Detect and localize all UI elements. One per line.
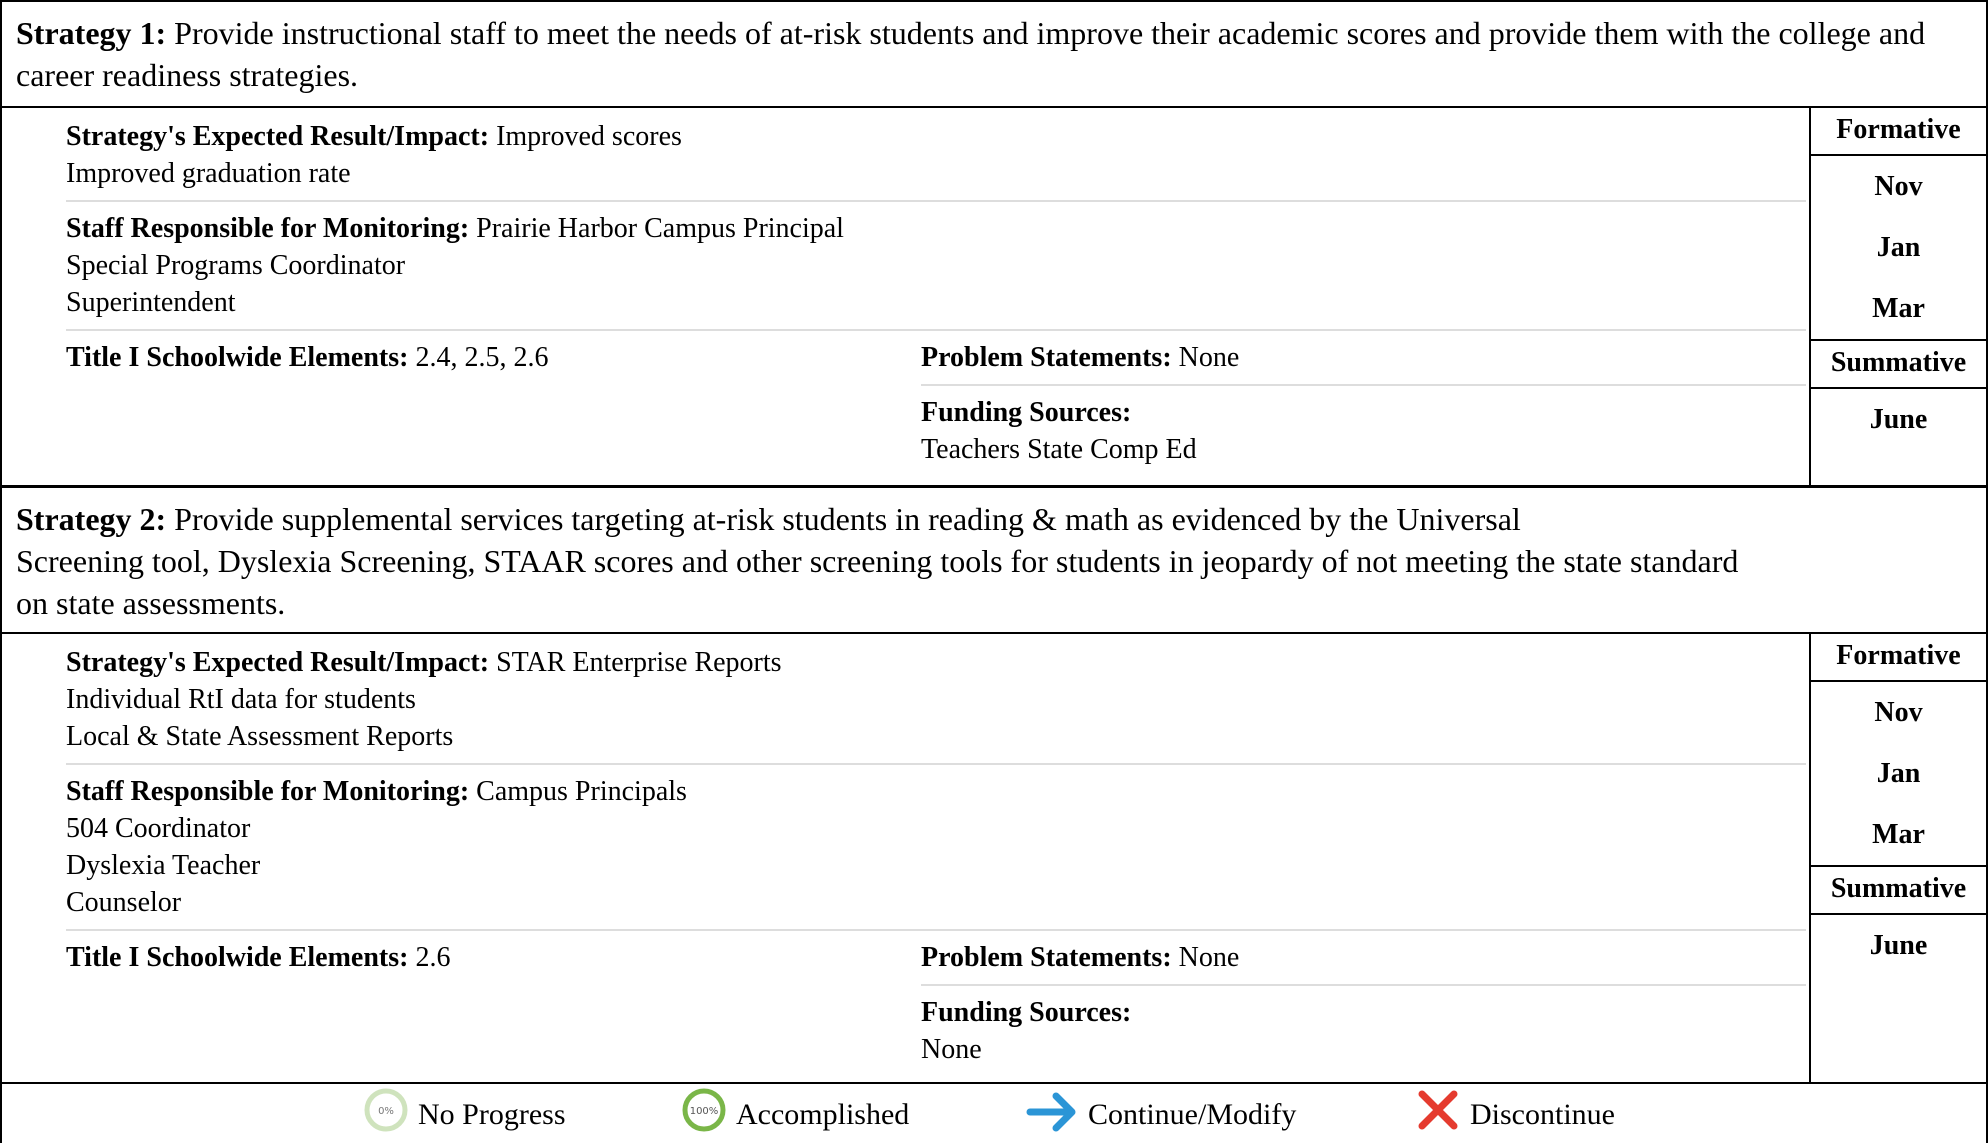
review-mar: Mar	[1872, 819, 1925, 850]
problem-statements-label: Problem Statements:	[921, 942, 1172, 973]
expected-line: Individual RtI data for students	[66, 684, 416, 715]
expected-label: Strategy's Expected Result/Impact:	[66, 121, 490, 152]
expected-line: Improved graduation rate	[66, 158, 351, 189]
no-progress-icon	[364, 1088, 408, 1141]
no-progress-pct: 0%	[378, 1105, 394, 1117]
accomplished-icon	[682, 1088, 726, 1141]
strategy-2-label: Strategy 2:	[16, 501, 167, 537]
strategy-2-review-column	[1809, 634, 1986, 1084]
strategy-2-expected-result	[66, 644, 1806, 765]
arrow-right-icon	[1026, 1088, 1078, 1141]
problem-statements-value: None	[1178, 342, 1240, 373]
review-jan: Jan	[1876, 232, 1921, 263]
strategy-1-label: Strategy 1:	[16, 15, 167, 51]
review-mar: Mar	[1872, 293, 1925, 324]
staff-line: 504 Coordinator	[66, 813, 251, 844]
problem-statements-label: Problem Statements:	[921, 342, 1172, 373]
progress-legend	[0, 1082, 1988, 1143]
staff-label: Staff Responsible for Monitoring:	[66, 213, 470, 244]
funding-sources-label: Funding Sources:	[921, 397, 1132, 428]
staff-line: Campus Principals	[476, 776, 687, 807]
expected-line: Local & State Assessment Reports	[66, 721, 454, 752]
strategy-1-review-column	[1809, 108, 1986, 486]
strategy-2-header	[0, 485, 1988, 635]
title-elements-label: Title I Schoolwide Elements:	[66, 942, 409, 973]
strategy-1-text: Provide instructional staff to meet the needs of at-risk students and improve their academic scores and provide them with the college and career readiness strategies.	[16, 15, 1926, 93]
legend-no-progress	[364, 1092, 566, 1136]
title-elements-value: 2.4, 2.5, 2.6	[415, 342, 549, 373]
expected-line: Improved scores	[496, 121, 682, 152]
funding-sources-label: Funding Sources:	[921, 997, 1132, 1028]
strategy-2-staff	[66, 773, 1806, 931]
legend-discontinue-label: Discontinue	[1470, 1097, 1615, 1131]
staff-line: Special Programs Coordinator	[66, 250, 406, 281]
strategy-1-header	[0, 0, 1988, 108]
legend-continue-label: Continue/Modify	[1088, 1097, 1297, 1131]
problem-statements-value: None	[1178, 942, 1240, 973]
review-june: June	[1869, 404, 1928, 435]
legend-accomplished	[682, 1092, 909, 1136]
review-nov: Nov	[1874, 171, 1923, 202]
formative-header: Formative	[1811, 108, 1986, 156]
strategy-2-text-line: Screening tool, Dyslexia Screening, STAAR scores and other screening tools for students in jeopardy of not meeting the state standard	[16, 543, 1739, 579]
title-elements-value: 2.6	[415, 942, 451, 973]
funding-sources-value: None	[921, 1034, 982, 1065]
review-nov: Nov	[1874, 697, 1923, 728]
accomplished-pct: 100%	[689, 1105, 719, 1117]
legend-discontinue	[1416, 1092, 1615, 1136]
funding-sources-value: Teachers State Comp Ed	[921, 434, 1197, 465]
summative-header: Summative	[1811, 865, 1986, 915]
legend-continue	[1026, 1092, 1296, 1136]
staff-label: Staff Responsible for Monitoring:	[66, 776, 470, 807]
review-june: June	[1869, 930, 1928, 961]
staff-line: Superintendent	[66, 287, 236, 318]
legend-accomplished-label: Accomplished	[736, 1097, 910, 1131]
staff-line: Prairie Harbor Campus Principal	[476, 213, 844, 244]
staff-line: Counselor	[66, 887, 182, 918]
strategy-1-staff	[66, 210, 1806, 331]
strategy-2-text-line: on state assessments.	[16, 585, 286, 621]
expected-line: STAR Enterprise Reports	[496, 647, 782, 678]
review-jan: Jan	[1876, 758, 1921, 789]
expected-label: Strategy's Expected Result/Impact:	[66, 647, 490, 678]
title-elements-label: Title I Schoolwide Elements:	[66, 342, 409, 373]
staff-line: Dyslexia Teacher	[66, 850, 261, 881]
summative-header: Summative	[1811, 339, 1986, 389]
strategy-1-expected-result	[66, 118, 1806, 202]
legend-no-progress-label: No Progress	[418, 1097, 566, 1131]
formative-header: Formative	[1811, 634, 1986, 682]
strategy-2-details	[0, 632, 1988, 1084]
x-mark-icon	[1416, 1088, 1460, 1141]
strategy-1-details	[0, 106, 1988, 486]
strategy-2-text-line: Provide supplemental services targeting at-risk students in reading & math as evidenced by the Universal	[174, 501, 1521, 537]
